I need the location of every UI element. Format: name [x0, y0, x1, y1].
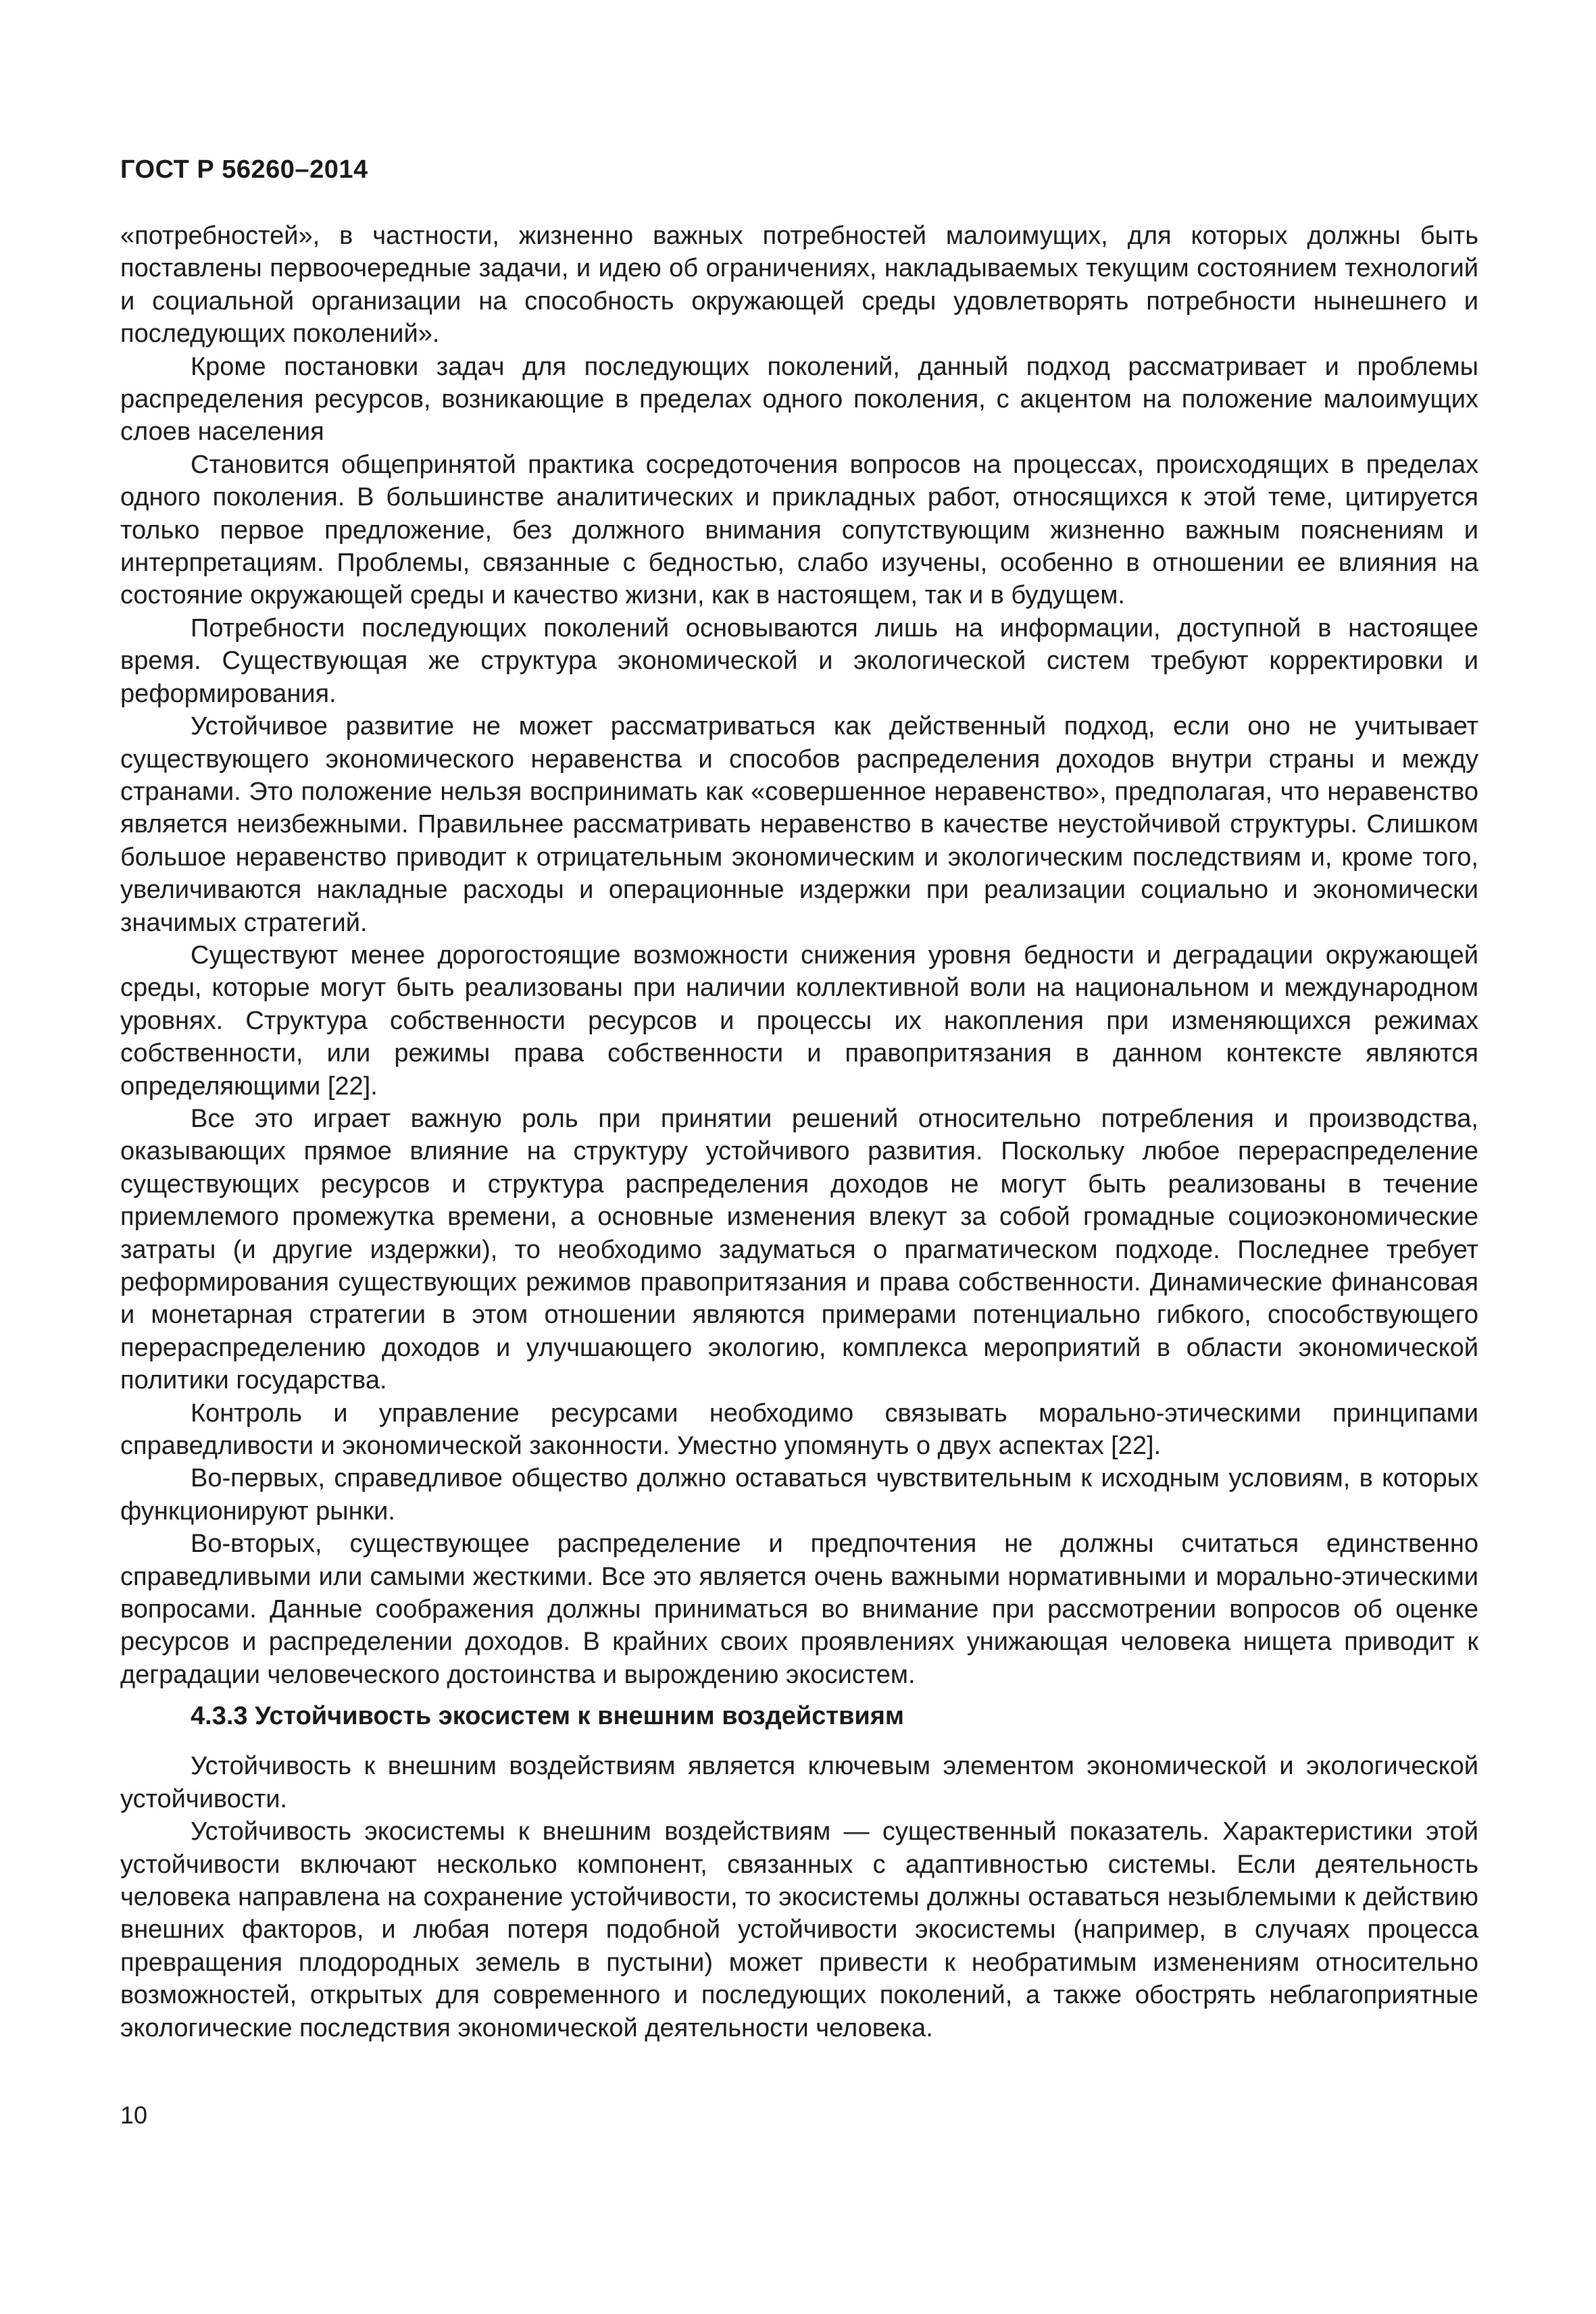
paragraph-poverty-reduction: Существуют менее дорогостоящие возможности снижения уровня бедности и деградации окружающей среды, которые могут быть реализованы при наличии коллективной воли на национальном и международном уровнях. Структура собственности ресурсов и процессы их накопления при изменяющихся режимах собственности, или режимы права собственности и правопритязания в данном контексте являются определяющими [22]. [120, 940, 1478, 1101]
section-heading: 4.3.3 Устойчивость экосистем к внешним воздействиям [191, 1702, 905, 1731]
document-header: ГОСТ Р 56260–2014 [120, 155, 368, 184]
paragraph-intragenerational-focus: Становится общепринятой практика сосредоточения вопросов на процессах, происходящих в пределах одного поколения. В большинстве аналитических и прикладных работ, относящихся к этой теме, цитируется только первое предложение, без должного внимания сопутствующим жизненно важным пояснениям и интерпретациям. Проблемы, связанные с бедностью, слабо изучены, особенно в отношении ее влияния на состояние окружающей среды и качество жизни, как в настоящем, так и в будущем. [120, 450, 1478, 610]
paragraph-resource-distribution: Кроме постановки задач для последующих поколений, данный подход рассматривает и проблемы распределения ресурсов, возникающие в пределах одного поколения, с акцентом на положение малоимущих слоев населения [120, 352, 1478, 447]
paragraph-first-aspect: Во-первых, справедливое общество должно оставаться чувствительным к исходным условиям, в которых функционируют рынки. [120, 1464, 1478, 1526]
paragraph-second-aspect: Во-вторых, существующее распределение и предпочтения не должны считаться единственно справедливыми или самыми жесткими. Все это является очень важными нормативными и морально-этическими вопросами. Данные соображения должны приниматься во внимание при рассмотрении вопросов об оценке ресурсов и распределении доходов. В крайних своих проявлениях унижающая человека нищета приводит к деградации человеческого достоинства и вырождению экосистем. [120, 1530, 1478, 1689]
paragraph-resilience-indicator: Устойчивость экосистемы к внешним воздействиям — существенный показатель. Характеристики этой устойчивости включают несколько компонент, связанных с адаптивностью системы. Если деятельность человека направлена на сохранение устойчивости, то экосистемы должны оставаться незыблемыми к действию внешних факторов, и любая потеря подобной устойчивости экосистемы (например, в случаях процесса превращения плодородных земель в пустыни) может привести к необратимым изменениям относительно возможностей, открытых для современного и последующих поколений, а также обострять неблагоприятные экологические последствия экономической деятельности человека. [120, 1817, 1478, 2042]
paragraph-resource-control: Контроль и управление ресурсами необходимо связывать морально-этическими принципами справедливости и экономической законности. Уместно упомянуть о двух аспектах [22]. [120, 1399, 1478, 1461]
document-body [120, 220, 1478, 2044]
paragraph-decision-making: Все это играет важную роль при принятии решений относительно потребления и производства, оказывающих прямое влияние на структуру устойчивого развития. Поскольку любое перераспределение существующих ресурсов и структура распределения доходов не могут быть реализованы в течение приемлемого промежутка времени, а основные изменения влекут за собой громадные социоэкономические затраты (и другие издержки), то необходимо задуматься о прагматическом подходе. Последнее требует реформирования существующих режимов правопритязания и права собственности. Динамические финансовая и монетарная стратегии в этом отношении являются примерами потенциально гибкого, способствующего перераспределению доходов и улучшающего экологию, комплекса мероприятий в области экономической политики государства. [120, 1104, 1478, 1395]
paragraph-future-needs: Потребности последующих поколений основываются лишь на информации, доступной в настоящее время. Существующая же структура экономической и экологической систем требуют корректировки и реформирования. [120, 613, 1478, 708]
paragraph-inequality: Устойчивое развитие не может рассматриваться как действенный подход, если оно не учитывает существующего экономического неравенства и способов распределения доходов внутри страны и между странами. Это положение нельзя воспринимать как «совершенное неравенство», предполагая, что неравенство является неизбежными. Правильнее рассматривать неравенство в качестве неустойчивой структуры. Слишком большое неравенство приводит к отрицательным экономическим и экологическим последствиям и, кроме того, увеличиваются накладные расходы и операционные издержки при реализации социально и экономически значимых стратегий. [120, 712, 1478, 937]
paragraph-resilience-key-element: Устойчивость к внешним воздействиям является ключевым элементом экономической и экологической устойчивости. [120, 1752, 1478, 1813]
page-number: 10 [120, 2101, 148, 2129]
paragraph-needs-quote: «потребностей», в частности, жизненно важных потребностей малоимущих, для которых должны быть поставлены первоочередные задачи, и идею об ограничениях, накладываемых текущим состоянием технологий и социальной организации на способность окружающей среды удовлетворять потребности нынешнего и последующих поколений». [120, 222, 1478, 349]
